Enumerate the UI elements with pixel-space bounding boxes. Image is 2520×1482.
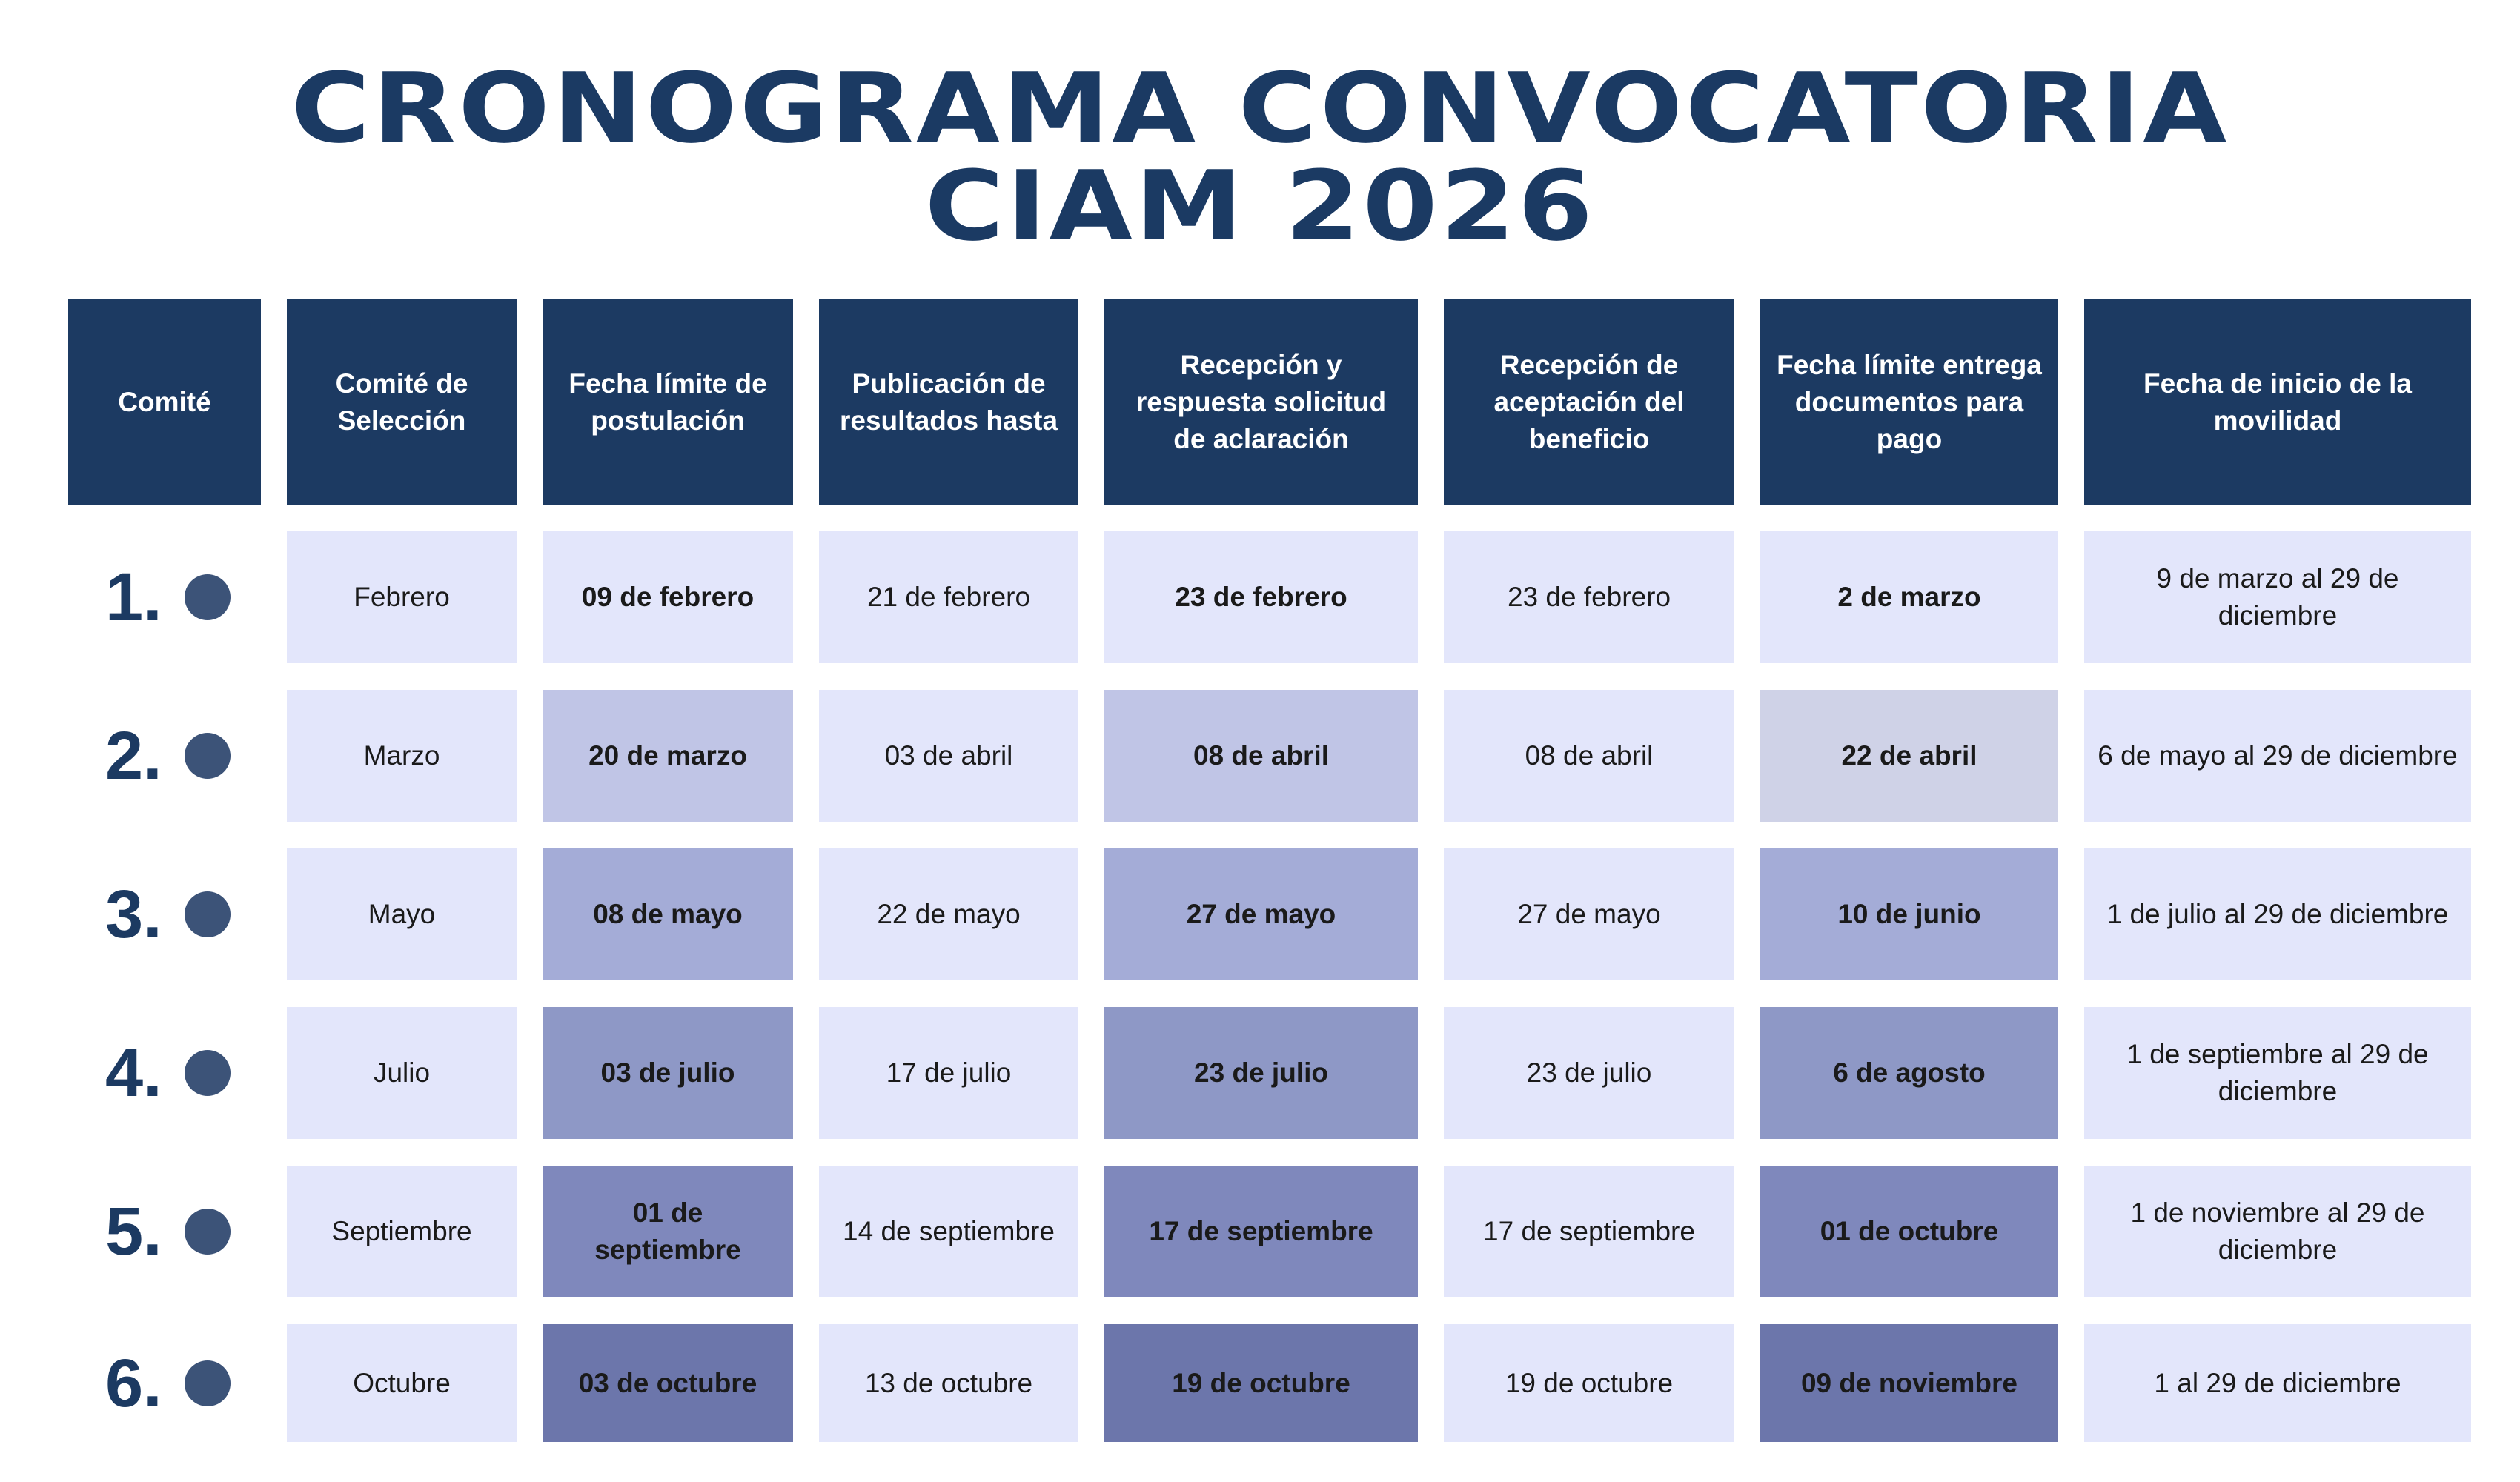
table-cell: 27 de mayo [1104,848,1418,980]
page-title [0,52,2520,262]
table-cell: 19 de octubre [1104,1324,1418,1442]
table-cell: 23 de febrero [1104,531,1418,663]
table-cell: 1 de noviembre al 29 de diciembre [2084,1166,2471,1297]
table-cell: 03 de abril [819,690,1078,822]
header-comite: Comité [68,299,261,505]
table-cell: 17 de julio [819,1007,1078,1139]
table-cell: Septiembre [287,1166,517,1297]
table-cell: 6 de agosto [1760,1007,2058,1139]
header-entrega-documentos: Fecha límite entrega documentos para pago [1760,299,2058,505]
table-cell: 01 de octubre [1760,1166,2058,1297]
table-cell: 1 de septiembre al 29 de diciembre [2084,1007,2471,1139]
table-cell: 1 de julio al 29 de diciembre [2084,848,2471,980]
row-label-3 [68,848,261,980]
row-number: 4. [105,1035,162,1111]
header-inicio-movilidad: Fecha de inicio de la movilidad [2084,299,2471,505]
row-number: 1. [105,559,162,635]
table-cell: 27 de mayo [1444,848,1734,980]
table-cell: 23 de julio [1104,1007,1418,1139]
table-cell: 22 de abril [1760,690,2058,822]
title-line-2: CIAM 2026 [924,150,1596,262]
row-number: 5. [105,1194,162,1269]
table-cell: 19 de octubre [1444,1324,1734,1442]
table-cell: 1 al 29 de diciembre [2084,1324,2471,1442]
table-cell: Mayo [287,848,517,980]
row-number: 2. [105,718,162,794]
circle-bullet-icon [185,1360,231,1406]
circle-bullet-icon [185,1209,231,1255]
table-cell: 08 de mayo [543,848,793,980]
header-comite-seleccion: Comité de Selección [287,299,517,505]
table-cell: Marzo [287,690,517,822]
circle-bullet-icon [185,733,231,779]
table-cell: 17 de septiembre [1444,1166,1734,1297]
circle-bullet-icon [185,574,231,620]
table-cell: 2 de marzo [1760,531,2058,663]
table-cell: 01 de septiembre [543,1166,793,1297]
table-cell: 23 de febrero [1444,531,1734,663]
table-cell: 10 de junio [1760,848,2058,980]
row-label-4 [68,1007,261,1139]
table-cell: 20 de marzo [543,690,793,822]
table-cell: 17 de septiembre [1104,1166,1418,1297]
table-cell: 03 de octubre [543,1324,793,1442]
row-label-2 [68,690,261,822]
table-cell: 09 de noviembre [1760,1324,2058,1442]
table-cell: Octubre [287,1324,517,1442]
row-number: 6. [105,1345,162,1421]
circle-bullet-icon [185,1050,231,1096]
row-number: 3. [105,877,162,952]
table-cell: 23 de julio [1444,1007,1734,1139]
row-label-5 [68,1166,261,1297]
table-cell: 14 de septiembre [819,1166,1078,1297]
table-cell: 13 de octubre [819,1324,1078,1442]
table-cell: 09 de febrero [543,531,793,663]
row-label-1 [68,531,261,663]
table-cell: Julio [287,1007,517,1139]
header-fecha-limite-postulacion: Fecha límite de postulación [543,299,793,505]
circle-bullet-icon [185,891,231,937]
table-cell: 22 de mayo [819,848,1078,980]
header-recepcion-aclaracion: Recepción y respuesta solicitud de aclaración [1104,299,1418,505]
table-cell: 6 de mayo al 29 de diciembre [2084,690,2471,822]
table-cell: 03 de julio [543,1007,793,1139]
schedule-table [68,299,2468,1438]
row-label-6 [68,1324,261,1442]
table-cell: 9 de marzo al 29 de diciembre [2084,531,2471,663]
table-cell: 08 de abril [1104,690,1418,822]
header-publicacion-resultados: Publicación de resultados hasta [819,299,1078,505]
table-cell: Febrero [287,531,517,663]
table-cell: 21 de febrero [819,531,1078,663]
table-cell: 08 de abril [1444,690,1734,822]
header-recepcion-aceptacion: Recepción de aceptación del beneficio [1444,299,1734,505]
title-line-1: CRONOGRAMA CONVOCATORIA [291,52,2229,165]
